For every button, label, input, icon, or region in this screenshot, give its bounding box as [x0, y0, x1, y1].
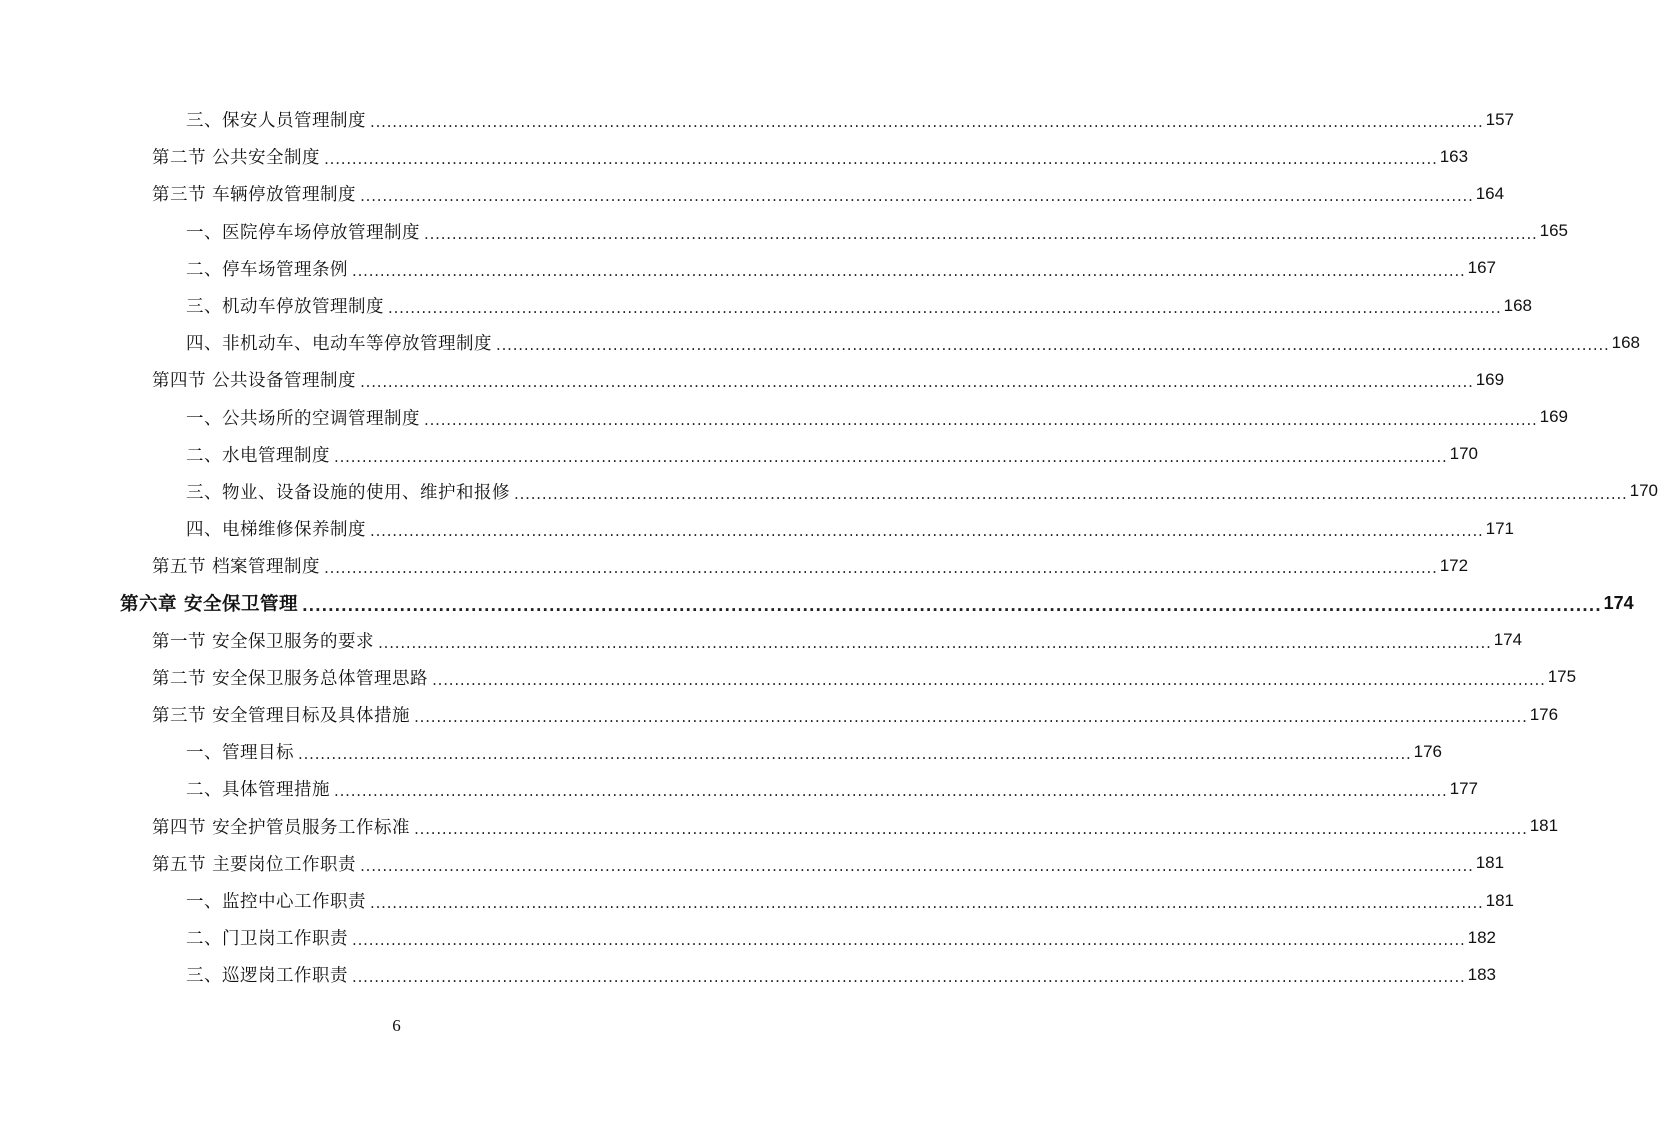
toc-entry-label: 一、管理目标: [186, 739, 298, 764]
toc-entry-page: 169: [1539, 407, 1568, 427]
toc-entry-label: 四、电梯维修保养制度: [186, 516, 370, 541]
toc-entry-page: 172: [1439, 555, 1469, 575]
toc-subsection-entry[interactable]: [0, 324, 1640, 361]
toc-entry-label: 三、保安人员管理制度: [186, 107, 370, 132]
toc-entry-label: 二、门卫岗工作职责: [186, 925, 352, 950]
toc-subsection-entry[interactable]: [0, 250, 1496, 287]
toc-entry-page: 181: [1529, 816, 1559, 836]
toc-entry-label: 第三节 安全管理目标及具体措施: [152, 702, 414, 727]
toc-section-entry[interactable]: [0, 845, 1505, 882]
toc-section-entry[interactable]: [0, 361, 1505, 398]
toc-chapter-entry[interactable]: [0, 584, 1634, 621]
toc-subsection-entry[interactable]: [0, 399, 1568, 436]
toc-leader-dots: ........................................................................................................................................................................................................: [352, 968, 1466, 987]
toc-entry-page: 170: [1629, 481, 1658, 501]
toc-leader-dots: ........................................................................................................................................................................................................: [370, 113, 1484, 132]
toc-entry-label: 第四节 安全护管员服务工作标准: [152, 814, 414, 839]
toc-leader-dots: ........................................................................................................................................................................................................: [388, 299, 1502, 318]
toc-entry-label: 第二节 安全保卫服务总体管理思路: [152, 665, 432, 690]
toc-subsection-entry[interactable]: [0, 213, 1568, 250]
toc-entry-page: 176: [1413, 741, 1442, 761]
toc-leader-dots: ........................................................................................................................................................................................................: [414, 708, 1528, 727]
toc-subsection-entry[interactable]: [0, 882, 1514, 919]
toc-section-entry[interactable]: [0, 138, 1469, 175]
toc-entry-page: 177: [1449, 778, 1478, 798]
toc-subsection-entry[interactable]: [0, 956, 1496, 993]
toc-entry-label: 三、物业、设备设施的使用、维护和报修: [186, 479, 514, 504]
toc-leader-dots: ........................................................................................................................................................................................................: [352, 931, 1466, 950]
toc-entry-page: 183: [1467, 964, 1496, 984]
toc-leader-dots: ........................................................................................................................................................................................................: [360, 373, 1474, 392]
toc-leader-dots: ........................................................................................................................................................................................................: [298, 745, 1412, 764]
toc-entry-label: 一、公共场所的空调管理制度: [186, 405, 424, 430]
toc-leader-dots: ........................................................................................................................................................................................................: [301, 596, 1602, 615]
toc-entry-page: 168: [1611, 332, 1640, 352]
toc-entry-label: 第六章 安全保卫管理: [120, 590, 302, 616]
toc-entry-label: 第三节 车辆停放管理制度: [152, 181, 360, 206]
toc-section-entry[interactable]: [0, 659, 1577, 696]
toc-subsection-entry[interactable]: [0, 436, 1478, 473]
toc-leader-dots: ........................................................................................................................................................................................................: [370, 522, 1484, 541]
toc-entry-label: 二、具体管理措施: [186, 776, 334, 801]
toc-leader-dots: ........................................................................................................................................................................................................: [334, 447, 1448, 466]
toc-entry-label: 一、监控中心工作职责: [186, 888, 370, 913]
toc-entry-label: 第五节 主要岗位工作职责: [152, 851, 360, 876]
toc-entry-page: 181: [1485, 890, 1514, 910]
table-of-contents: [0, 101, 1658, 994]
toc-entry-page: 165: [1539, 221, 1568, 241]
toc-subsection-entry[interactable]: [0, 919, 1496, 956]
toc-leader-dots: ........................................................................................................................................................................................................: [360, 856, 1474, 875]
toc-leader-dots: ........................................................................................................................................................................................................: [324, 559, 1438, 578]
toc-entry-label: 第一节 安全保卫服务的要求: [152, 628, 378, 653]
toc-entry-page: 168: [1503, 295, 1532, 315]
toc-entry-page: 176: [1529, 704, 1559, 724]
toc-entry-page: 181: [1475, 853, 1505, 873]
toc-leader-dots: ........................................................................................................................................................................................................: [324, 150, 1438, 169]
toc-entry-page: 170: [1449, 444, 1478, 464]
toc-leader-dots: ........................................................................................................................................................................................................: [432, 670, 1546, 689]
toc-entry-label: 一、医院停车场停放管理制度: [186, 219, 424, 244]
page-number: 6: [392, 1016, 401, 1035]
toc-leader-dots: ........................................................................................................................................................................................................: [352, 261, 1466, 280]
toc-leader-dots: ........................................................................................................................................................................................................: [514, 484, 1628, 503]
toc-leader-dots: ........................................................................................................................................................................................................: [334, 782, 1448, 801]
toc-entry-page: 175: [1547, 667, 1577, 687]
toc-entry-page: 174: [1493, 630, 1523, 650]
toc-entry-label: 三、机动车停放管理制度: [186, 293, 388, 318]
toc-section-entry[interactable]: [0, 808, 1559, 845]
toc-section-entry[interactable]: [0, 175, 1505, 212]
toc-subsection-entry[interactable]: [0, 287, 1532, 324]
toc-entry-label: 第二节 公共安全制度: [152, 144, 324, 169]
toc-subsection-entry[interactable]: [0, 101, 1514, 138]
toc-entry-page: 157: [1485, 109, 1514, 129]
toc-entry-page: 174: [1603, 592, 1634, 613]
toc-leader-dots: ........................................................................................................................................................................................................: [414, 819, 1528, 838]
toc-entry-label: 第五节 档案管理制度: [152, 553, 324, 578]
toc-entry-label: 三、巡逻岗工作职责: [186, 962, 352, 987]
toc-entry-label: 第四节 公共设备管理制度: [152, 367, 360, 392]
toc-entry-page: 182: [1467, 927, 1496, 947]
toc-subsection-entry[interactable]: [0, 510, 1514, 547]
toc-leader-dots: ........................................................................................................................................................................................................: [424, 410, 1538, 429]
toc-subsection-entry[interactable]: [0, 473, 1658, 510]
toc-entry-label: 四、非机动车、电动车等停放管理制度: [186, 330, 496, 355]
toc-subsection-entry[interactable]: [0, 733, 1442, 770]
toc-leader-dots: ........................................................................................................................................................................................................: [378, 633, 1492, 652]
toc-entry-page: 167: [1467, 258, 1496, 278]
toc-subsection-entry[interactable]: [0, 770, 1478, 807]
toc-entry-label: 二、水电管理制度: [186, 442, 334, 467]
toc-leader-dots: ........................................................................................................................................................................................................: [424, 224, 1538, 243]
toc-leader-dots: ........................................................................................................................................................................................................: [370, 894, 1484, 913]
toc-entry-page: 163: [1439, 146, 1469, 166]
toc-section-entry[interactable]: [0, 547, 1469, 584]
toc-entry-page: 171: [1485, 518, 1514, 538]
toc-leader-dots: ........................................................................................................................................................................................................: [496, 336, 1610, 355]
toc-entry-page: 164: [1475, 183, 1505, 203]
toc-section-entry[interactable]: [0, 622, 1523, 659]
toc-entry-label: 二、停车场管理条例: [186, 256, 352, 281]
toc-entry-page: 169: [1475, 369, 1505, 389]
toc-leader-dots: ........................................................................................................................................................................................................: [360, 187, 1474, 206]
toc-section-entry[interactable]: [0, 696, 1559, 733]
